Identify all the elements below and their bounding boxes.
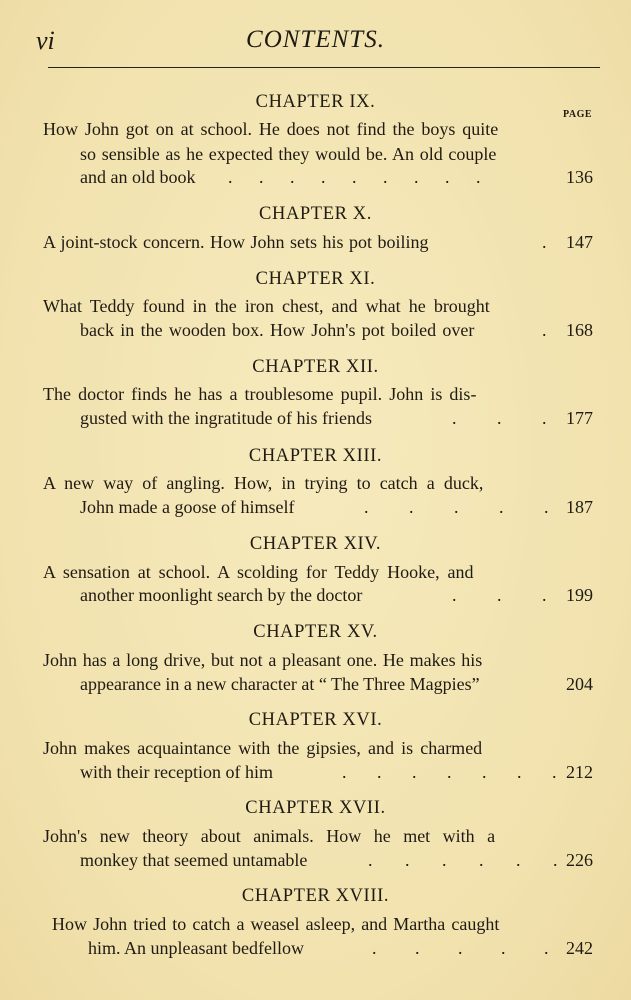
entry-line: A joint-stock concern. How John sets his pot boiling <box>43 232 429 252</box>
entry-line: appearance in a new character at “ The Three Magpies” <box>80 674 480 694</box>
entry-line: gusted with the ingratitude of his friends <box>80 408 372 428</box>
entry-line: another moonlight search by the doctor <box>80 585 363 605</box>
entry-line: monkey that seemed untamable <box>80 850 308 870</box>
folio-number: vi <box>36 26 55 55</box>
chapter-heading: CHAPTER XIV. <box>249 534 382 554</box>
dot-leader: . . . . . . . . . <box>228 167 481 187</box>
entry-line: John made a goose of himself <box>80 497 295 517</box>
chapter-heading: CHAPTER XVIII. <box>241 886 390 906</box>
chapter-heading: CHAPTER XVI. <box>248 710 383 730</box>
page-number: 168 <box>566 320 593 340</box>
page-number: 242 <box>566 938 593 958</box>
chapter-heading: CHAPTER XIII. <box>248 446 383 466</box>
chapter-heading: CHAPTER XI. <box>255 269 376 289</box>
entry-line: The doctor finds he has a troublesome pupil. John is dis- <box>43 384 477 404</box>
page-number: 204 <box>566 674 593 694</box>
dot-leader: . . . . . . <box>368 850 558 870</box>
page-number: 136 <box>566 167 593 187</box>
entry-line: A new way of angling. How, in trying to catch a duck, <box>43 473 484 493</box>
header-rule <box>48 67 600 68</box>
chapter-heading: CHAPTER XV. <box>253 622 378 642</box>
entry-line: John has a long drive, but not a pleasant one. He makes his <box>43 650 483 670</box>
dot-leader: . . . . . <box>372 938 549 958</box>
page-column-label: PAGE <box>563 109 593 120</box>
chapter-heading: CHAPTER IX. <box>255 92 376 112</box>
page-number: 226 <box>566 850 593 870</box>
chapter-heading: CHAPTER XII. <box>252 357 379 377</box>
chapter-heading: CHAPTER XVII. <box>245 798 386 818</box>
page-number: 147 <box>566 232 593 252</box>
running-title: CONTENTS. <box>246 26 385 53</box>
dot-leader: . <box>542 232 547 252</box>
dot-leader: . . . <box>452 408 547 428</box>
entry-line: John makes acquaintance with the gipsies, and is charmed <box>43 738 483 758</box>
entry-line: What Teddy found in the iron chest, and what he brought <box>43 296 490 316</box>
entry-line: him. An unpleasant bedfellow <box>88 938 304 958</box>
entry-line: John's new theory about animals. How he met with a <box>43 826 496 846</box>
chapter-heading: CHAPTER X. <box>259 204 372 224</box>
page-number: 212 <box>566 762 593 782</box>
entry-line: back in the wooden box. How John's pot boiled over <box>80 320 475 340</box>
dot-leader: . . . . . <box>364 497 549 517</box>
dot-leader: . <box>542 320 547 340</box>
entry-line: How John tried to catch a weasel asleep, and Martha caught <box>52 914 500 934</box>
entry-line: How John got on at school. He does not find the boys quite <box>43 119 499 139</box>
page-header <box>0 22 631 62</box>
dot-leader: . . . . . . . <box>342 762 557 782</box>
entry-line: and an old book <box>80 167 196 187</box>
dot-leader: . . . <box>452 585 547 605</box>
entry-line: A sensation at school. A scolding for Teddy Hooke, and <box>43 562 474 582</box>
page-number: 177 <box>566 408 593 428</box>
page-number: 199 <box>566 585 593 605</box>
entry-line: so sensible as he expected they would be. An old couple <box>80 144 497 164</box>
entry-line: with their reception of him <box>80 762 273 782</box>
page-number: 187 <box>566 497 593 517</box>
